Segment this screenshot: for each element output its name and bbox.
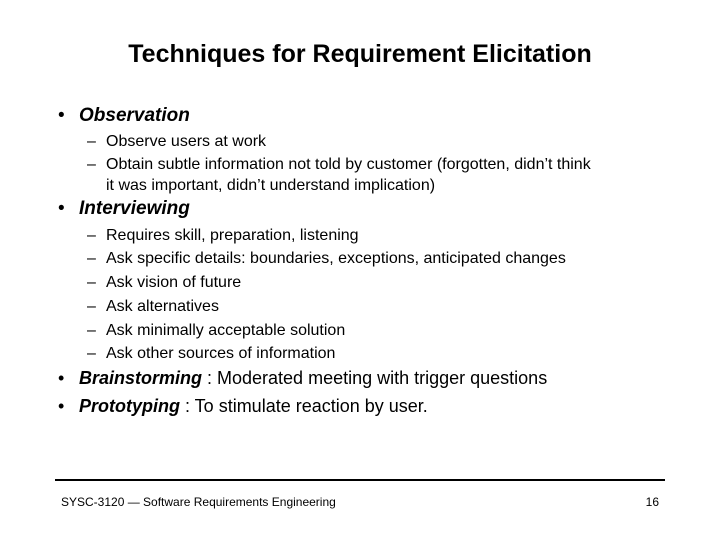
sub-item-text: Ask minimally acceptable solution xyxy=(106,322,346,339)
footer-course: SYSC-3120 — Software Requirements Engineering xyxy=(61,495,336,509)
sub-item-text: Requires skill, preparation, listening xyxy=(106,227,359,244)
slide-title: Techniques for Requirement Elicitation xyxy=(128,40,592,68)
bullet-prototyping xyxy=(58,395,428,417)
dash-glyph: – xyxy=(87,156,96,173)
sub-item xyxy=(87,248,566,269)
bullet-term: Observation xyxy=(79,105,190,126)
dash-glyph: – xyxy=(87,133,96,150)
sub-item xyxy=(87,343,335,364)
bullet-glyph: • xyxy=(58,396,65,416)
bullet-observation xyxy=(58,105,190,127)
bullet-interviewing xyxy=(58,198,190,220)
sub-item-text: Observe users at work xyxy=(106,133,267,150)
bullet-brainstorming xyxy=(58,367,547,389)
page-number: 16 xyxy=(645,495,659,509)
dash-glyph: – xyxy=(87,274,96,291)
sub-item xyxy=(87,131,266,152)
sub-item xyxy=(87,296,219,317)
sub-item-text: Ask specific details: boundaries, exceptions, anticipated changes xyxy=(106,250,566,267)
bullet-term: Interviewing xyxy=(79,198,190,219)
dash-glyph: – xyxy=(87,227,96,244)
bullet-glyph: • xyxy=(58,105,65,126)
sub-item-text: Ask alternatives xyxy=(106,298,219,315)
sub-item-continuation: it was important, didn’t understand implication) xyxy=(106,177,436,194)
bullet-description: : Moderated meeting with trigger questions xyxy=(202,368,548,388)
dash-glyph: – xyxy=(87,298,96,315)
sub-item xyxy=(87,154,591,196)
dash-glyph: – xyxy=(87,322,96,339)
bullet-glyph: • xyxy=(58,198,65,219)
sub-item xyxy=(87,272,241,293)
bullet-description: : To stimulate reaction by user. xyxy=(180,396,428,416)
bullet-term: Brainstorming xyxy=(79,368,203,388)
bullet-glyph: • xyxy=(58,368,65,388)
dash-glyph: – xyxy=(87,250,96,267)
bullet-term: Prototyping xyxy=(79,396,180,416)
sub-item-text: Ask vision of future xyxy=(106,274,242,291)
dash-glyph: – xyxy=(87,345,96,362)
sub-item-text: Obtain subtle information not told by customer (forgotten, didn’t think xyxy=(106,156,591,173)
footer-divider xyxy=(55,479,665,481)
sub-item xyxy=(87,225,359,246)
sub-item-text: Ask other sources of information xyxy=(106,345,336,362)
sub-item xyxy=(87,320,345,341)
